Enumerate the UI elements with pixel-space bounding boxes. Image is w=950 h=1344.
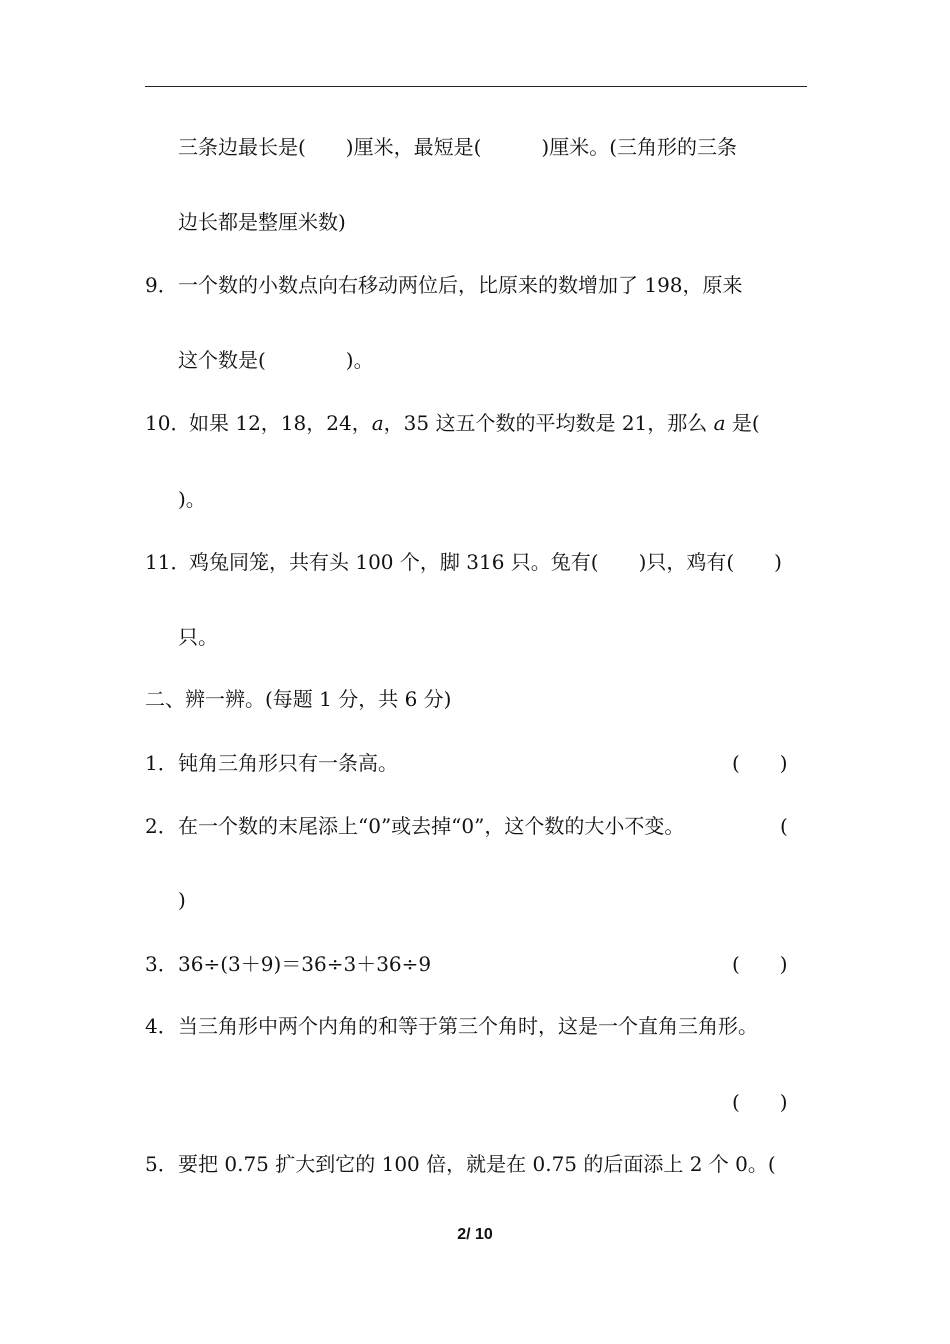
judge1-answer-paren: ( ) <box>732 751 788 775</box>
q10-text-a: 如果 12，18，24， <box>189 411 372 435</box>
judge1-number: 1． <box>145 751 178 775</box>
judge3-number: 3． <box>145 952 178 976</box>
judge2-answer-paren-open: ( <box>780 814 788 838</box>
q10-var-a2: a <box>713 411 726 435</box>
q11-line2: 只。 <box>178 625 218 649</box>
q11-line1: 鸡兔同笼，共有头 100 个，脚 316 只。兔有( )只，鸡有( ) <box>189 550 782 574</box>
page-number: 2/ 10 <box>457 1226 493 1243</box>
q10-number: 10． <box>145 411 191 435</box>
judge2-answer-paren-close: ) <box>178 888 186 912</box>
judge4-number: 4． <box>145 1014 178 1038</box>
q10-line2: )。 <box>178 487 206 511</box>
q9-number: 9． <box>145 273 178 297</box>
judge3-answer-paren: ( ) <box>732 952 788 976</box>
judge4-text: 当三角形中两个内角的和等于第三个角时，这是一个直角三角形。 <box>178 1014 758 1038</box>
judge4-answer-paren: ( ) <box>732 1090 788 1114</box>
judge2-text: 在一个数的末尾添上“0”或去掉“0”，这个数的大小不变。 <box>178 814 685 838</box>
judge5-number: 5． <box>145 1152 178 1176</box>
judge2-number: 2． <box>145 814 178 838</box>
judge5-text: 要把 0.75 扩大到它的 100 倍，就是在 0.75 的后面添上 2 个 0。( <box>178 1152 776 1176</box>
judge3-text: 36÷(3＋9)＝36÷3＋36÷9 <box>178 952 432 976</box>
q10-text-c: 是( <box>725 411 760 435</box>
judge1-text: 钝角三角形只有一条高。 <box>178 751 398 775</box>
q10-var-a: a <box>371 411 384 435</box>
q9-line2: 这个数是( )。 <box>178 348 374 372</box>
q11-number: 11． <box>145 550 191 574</box>
q8-line1: 三条边最长是( )厘米，最短是( )厘米。(三角形的三条 <box>178 135 738 159</box>
q10-text-b: ，35 这五个数的平均数是 21，那么 <box>383 411 714 435</box>
header-rule <box>145 86 807 87</box>
section2-title: 二、辨一辨。(每题 1 分，共 6 分) <box>145 687 452 711</box>
q8-line2: 边长都是整厘米数) <box>178 210 346 234</box>
q9-line1: 一个数的小数点向右移动两位后，比原来的数增加了 198，原来 <box>178 273 743 297</box>
q10-line1 <box>189 409 760 437</box>
